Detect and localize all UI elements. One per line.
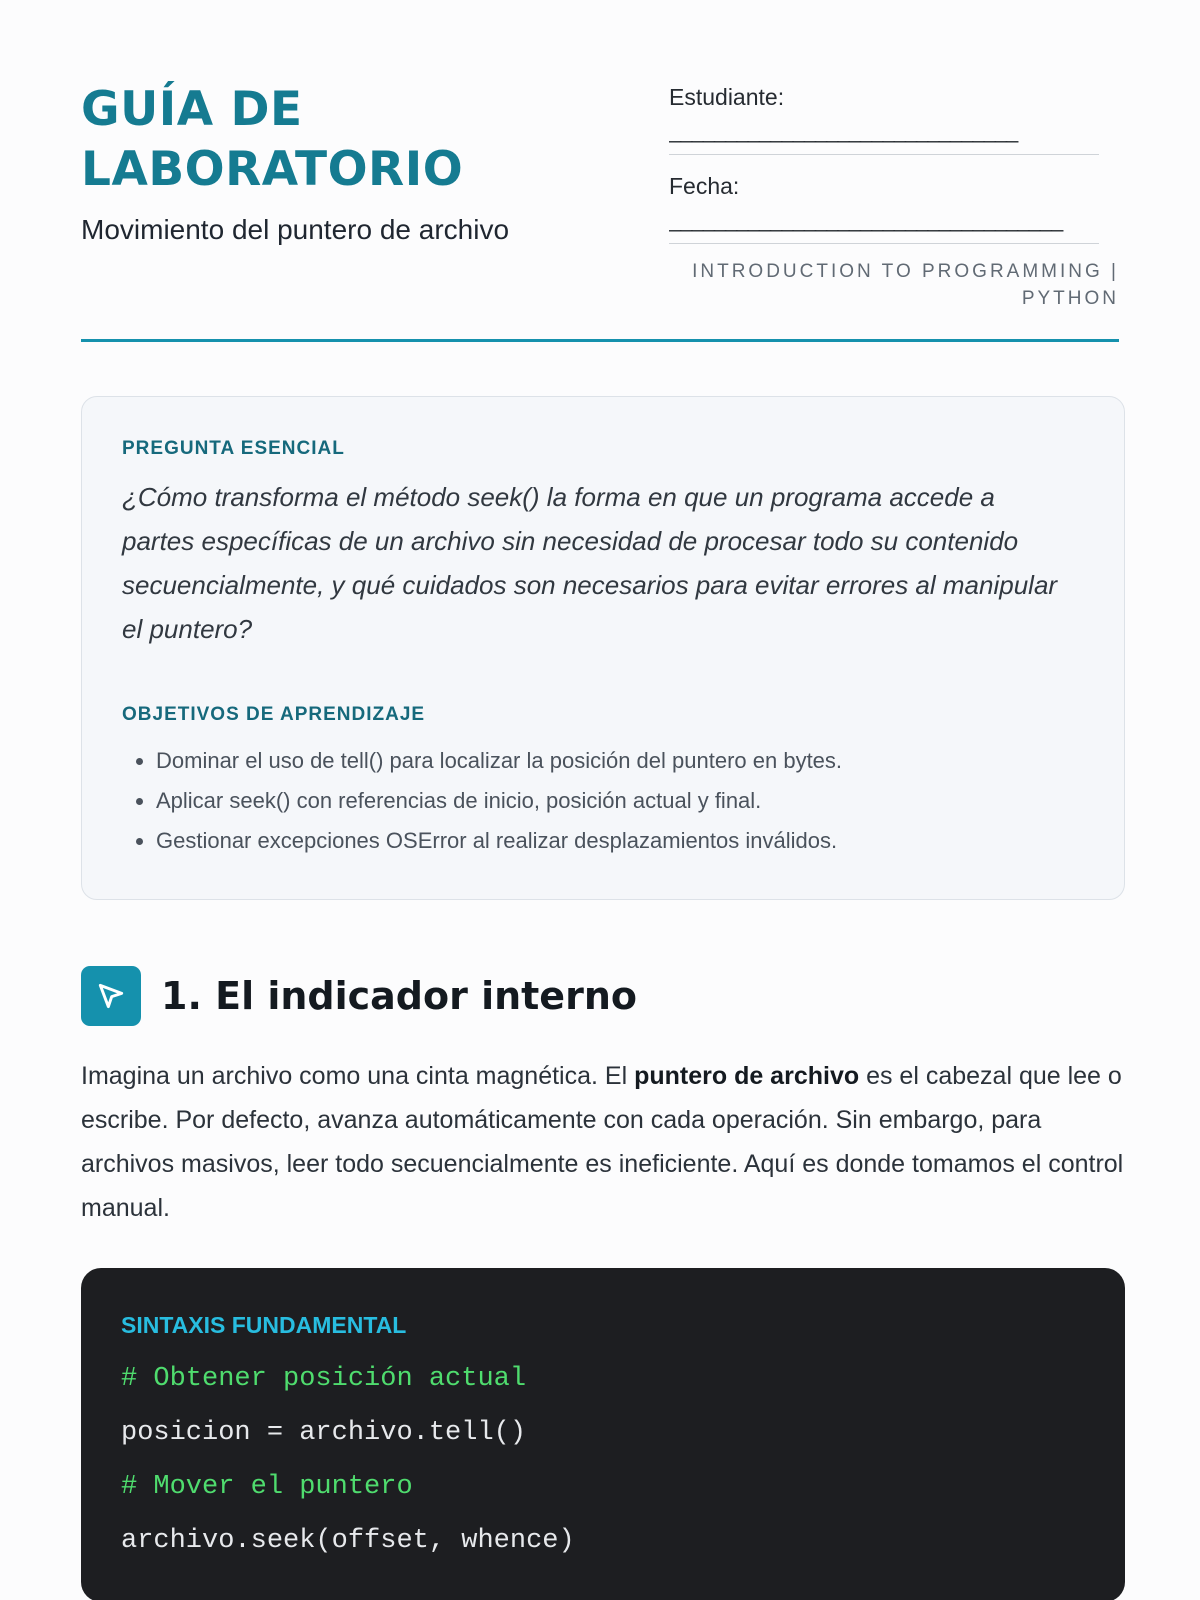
objective-item: • Aplicar seek() con referencias de inicio, posición actual y final.	[156, 781, 1084, 821]
page-header	[81, 0, 1119, 342]
page-subtitle: Movimiento del puntero de archivo	[81, 214, 510, 245]
section-title: 1. El indicador interno	[161, 974, 637, 1018]
section-intro	[81, 1054, 1125, 1230]
code-comment: # Mover el puntero	[121, 1472, 413, 1502]
intro-text-end: es el cabezal que lee o escribe. Por defecto, avanza automáticamente con cada operación. Sin embargo, para archivos masivos, leer todo secuencialmente es ineficiente. Aquí es donde tomamos el control manual.	[81, 1062, 1124, 1222]
code-block	[81, 1268, 1125, 1600]
student-label: Estudiante:	[669, 84, 785, 110]
student-blank: _______________________________	[669, 118, 1018, 143]
title-line-1: GUÍA DE	[81, 82, 303, 137]
objectives-heading: OBJETIVOS DE APRENDIZAJE	[122, 704, 426, 725]
student-field[interactable]	[669, 80, 1099, 155]
cursor-arrow-icon	[81, 966, 141, 1026]
essential-question-card	[81, 396, 1125, 900]
title-line-2: LABORATORIO	[81, 142, 464, 197]
section-header	[81, 966, 637, 1026]
intro-bold-term: puntero de archivo	[634, 1062, 860, 1090]
code-statement: posicion = archivo.tell()	[121, 1418, 527, 1448]
essential-question: ¿Cómo transforma el método seek() la forma en que un programa accede a partes específicas de un archivo sin necesidad de procesar todo su contenido secuencialmente, y qué cuidados son necesarios para evitar errores al manipular el puntero?	[122, 482, 1058, 644]
question-heading: PREGUNTA ESENCIAL	[122, 438, 345, 459]
date-field[interactable]	[669, 169, 1099, 244]
date-label: Fecha:	[669, 173, 740, 199]
objective-item: • Gestionar excepciones OSError al realizar desplazamientos inválidos.	[156, 821, 1084, 861]
code-comment: # Obtener posición actual	[121, 1364, 527, 1394]
code-lines	[121, 1352, 1085, 1568]
objective-item: • Dominar el uso de tell() para localizar la posición del puntero en bytes.	[156, 741, 1084, 781]
page-title	[81, 80, 601, 200]
code-statement: archivo.seek(offset, whence)	[121, 1526, 575, 1556]
student-info	[669, 80, 1126, 244]
course-label: INTRODUCTION TO PROGRAMMING | PYTHON	[692, 261, 1119, 309]
intro-text-start: Imagina un archivo como una cinta magnética. El	[81, 1062, 635, 1090]
objectives-list	[122, 741, 1084, 861]
date-blank: ___________________________________	[669, 207, 1063, 232]
code-label: SINTAXIS FUNDAMENTAL	[121, 1312, 407, 1338]
